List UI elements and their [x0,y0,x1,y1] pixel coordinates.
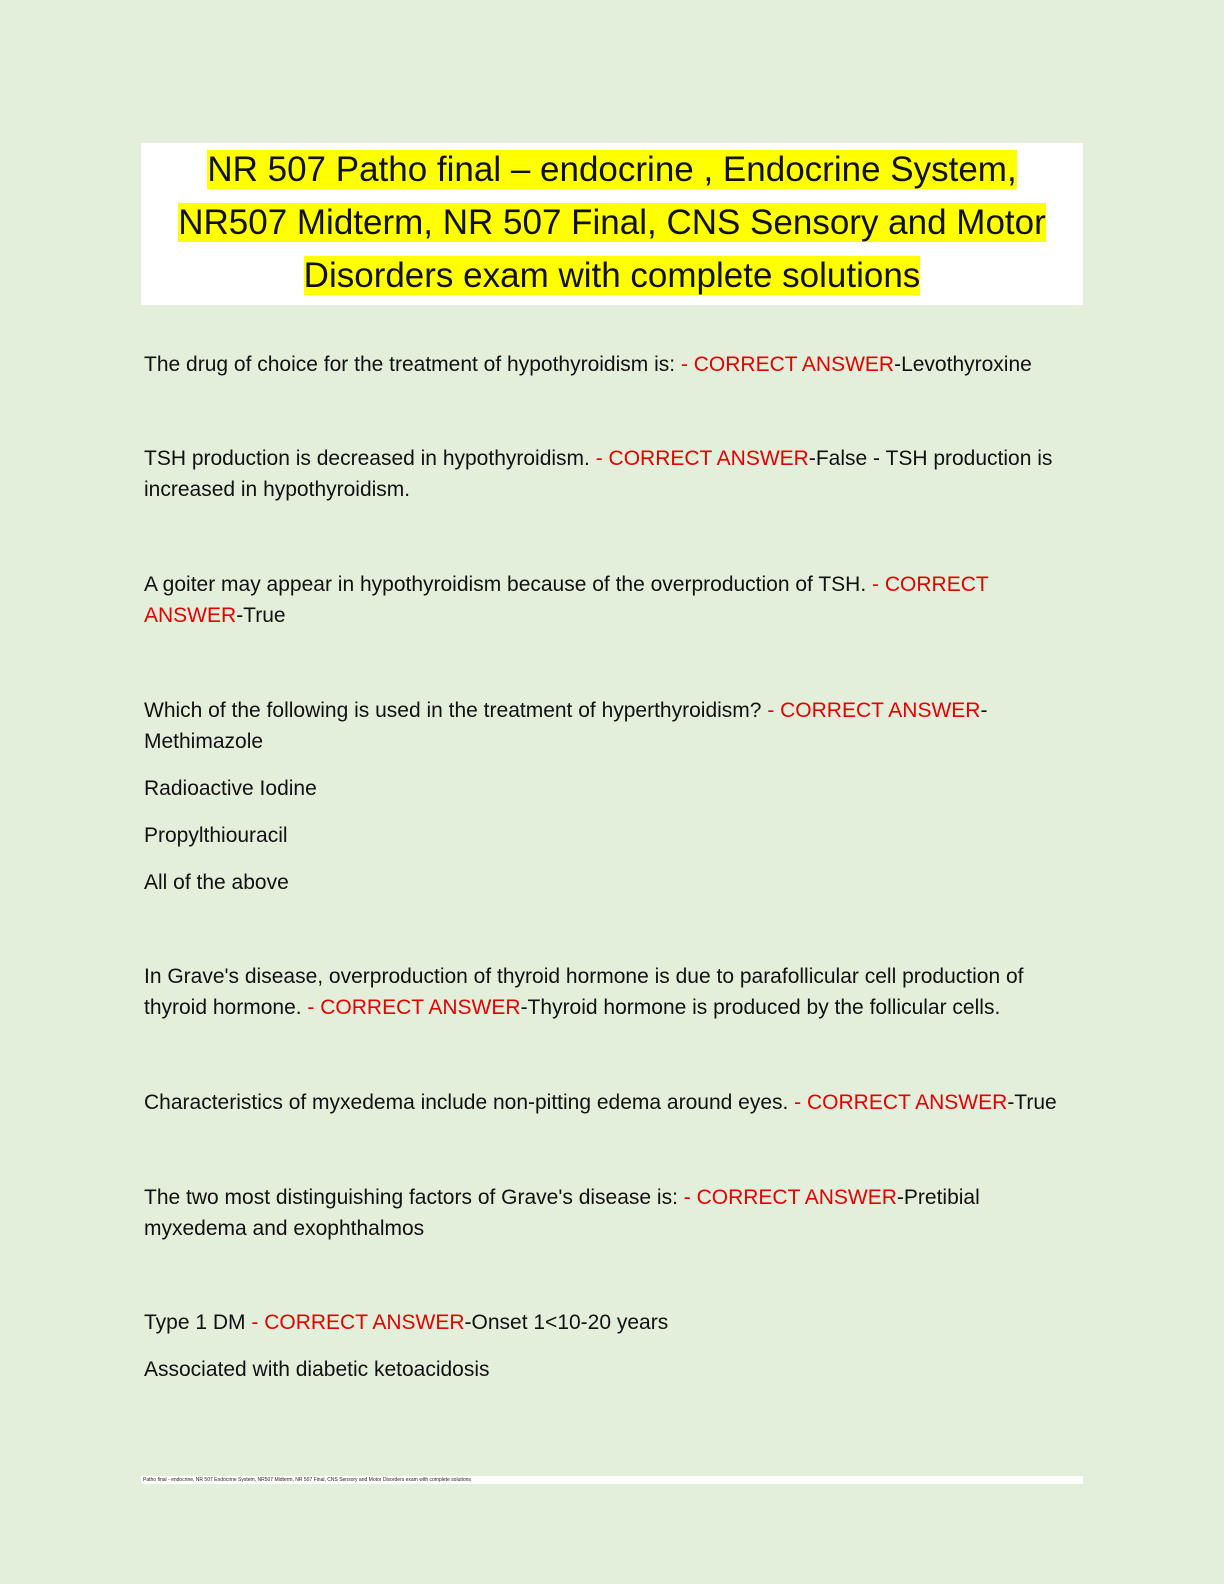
qa-item-1 [144,349,1084,380]
question-text: The drug of choice for the treatment of hypothyroidism is: [144,353,681,376]
qa-item-4 [144,695,1084,898]
question-text: Type 1 DM [144,1311,252,1334]
footer-text: Patho final - endocrine, NR 507 Endocrine System, NR507 Midterm, NR 507 Final, CNS Sensory and Motor Disorders exam with complete solutions [143,1477,471,1483]
qa-item-2 [144,443,1084,505]
answer-text: -Thyroid hormone is produced by the follicular cells. [520,996,1001,1019]
correct-answer-marker: - CORRECT ANSWER [767,699,981,722]
answer-text: -True [1007,1091,1057,1114]
page-footer [141,1476,1083,1484]
question-text: The two most distinguishing factors of Grave's disease is: [144,1186,684,1209]
title-line-1: NR 507 Patho final – endocrine , Endocrine System, [207,150,1017,189]
qa-paragraph [144,1182,1084,1244]
answer-text: -Pretibial myxedema and exophthalmos [144,1186,980,1240]
qa-paragraph [144,349,1084,380]
question-text: Which of the following is used in the treatment of hyperthyroidism? [144,699,768,722]
question-text: A goiter may appear in hypothyroidism because of the overproduction of TSH. [144,573,873,596]
title-line-3: Disorders exam with complete solutions [303,256,921,295]
correct-answer-marker: - CORRECT ANSWER [251,1311,465,1334]
qa-item-7 [144,1182,1084,1244]
qa-paragraph [144,443,1084,505]
qa-item-5 [144,961,1084,1023]
question-text: TSH production is decreased in hypothyroidism. [144,447,596,470]
correct-answer-marker: - CORRECT ANSWER [307,996,521,1019]
title-line-2: NR507 Midterm, NR 507 Final, CNS Sensory and Motor [178,203,1046,242]
answer-text: -Levothyroxine [894,353,1032,376]
qa-item-3 [144,569,1084,631]
correct-answer-marker: - CORRECT ANSWER [144,573,989,627]
question-text: In Grave's disease, overproduction of thyroid hormone is due to parafollicular cell production of thyroid hormone. [144,965,1024,1019]
qa-paragraph [144,695,1084,757]
answer-option: All of the above [144,871,289,894]
qa-paragraph [144,1307,1084,1338]
qa-item-8 [144,1307,1084,1385]
document-title [141,143,1083,302]
correct-answer-marker: - CORRECT ANSWER [595,447,809,470]
answer-text: -False - TSH production is increased in hypothyroidism. [144,447,1053,501]
answer-option: Associated with diabetic ketoacidosis [144,1358,490,1381]
correct-answer-marker: - CORRECT ANSWER [794,1091,1008,1114]
answer-text: -Methimazole [144,699,988,753]
answer-text: -True [236,604,286,627]
qa-item-6 [144,1087,1084,1118]
question-text: Characteristics of myxedema include non-pitting edema around eyes. [144,1091,795,1114]
document-title-box [141,143,1083,305]
qa-paragraph [144,961,1084,1023]
answer-option: Propylthiouracil [144,824,288,847]
answer-text: -Onset 1<10-20 years [464,1311,669,1334]
correct-answer-marker: - CORRECT ANSWER [683,1186,897,1209]
qa-paragraph [144,569,1084,631]
answer-option: Radioactive Iodine [144,777,317,800]
qa-paragraph [144,1087,1084,1118]
correct-answer-marker: - CORRECT ANSWER [680,353,895,376]
